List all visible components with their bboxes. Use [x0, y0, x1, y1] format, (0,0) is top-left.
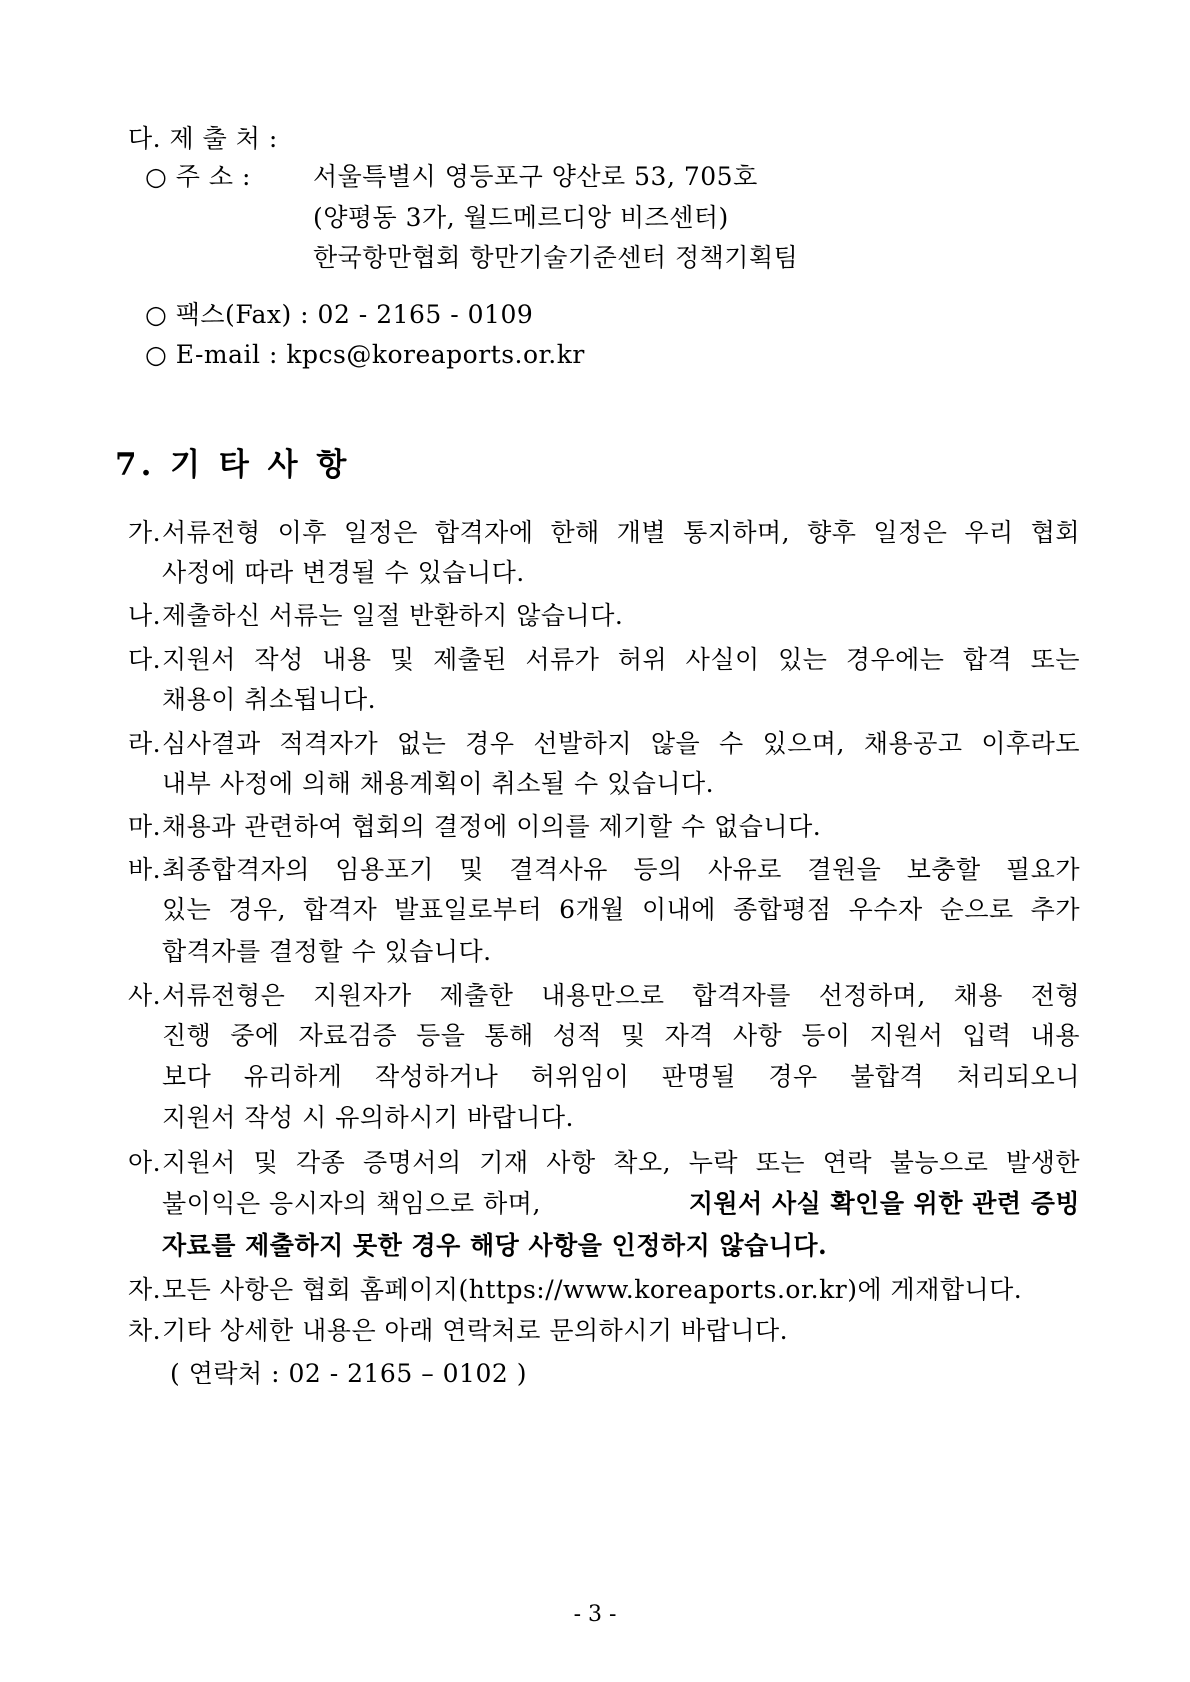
item-sa-marker: 사. — [128, 981, 162, 1010]
item-sa-line-4: 지원서 작성 시 유의하시기 바랍니다. — [162, 1103, 574, 1132]
item-ba-line-1: 최종합격자의 임용포기 및 결격사유 등의 사유로 결원을 보충할 필요가 — [162, 855, 1080, 884]
item-cha-line-1: 기타 상세한 내용은 아래 연락처로 문의하시기 바랍니다. — [162, 1316, 789, 1345]
item-a-line-2 — [162, 1187, 1080, 1221]
item-ra-marker: 라. — [128, 729, 162, 758]
fax-line: ○ 팩스(Fax) : 02 - 2165 - 0109 — [145, 300, 534, 329]
submission-heading: 다. 제 출 처 : — [128, 124, 278, 153]
item-ra-line-2: 내부 사정에 의해 채용계획이 취소될 수 있습니다. — [162, 769, 715, 798]
page-number: - 3 - — [573, 1602, 617, 1627]
section-title: 7. 기 타 사 항 — [115, 447, 351, 483]
item-ja-marker: 자. — [128, 1275, 162, 1304]
item-cha-marker: 차. — [128, 1316, 162, 1345]
contact-line: ( 연락처 : 02 - 2165 – 0102 ) — [170, 1359, 527, 1388]
item-a-line-2-normal: 불이익은 응시자의 책임으로 하며, — [162, 1189, 541, 1218]
item-ja-line-1: 모든 사항은 협회 홈페이지(https://www.koreaports.or.kr)에 게재합니다. — [162, 1275, 1023, 1304]
item-a-marker: 아. — [128, 1148, 162, 1177]
address-label: ○ 주 소 : — [145, 162, 251, 191]
item-da-marker: 다. — [128, 645, 162, 674]
item-da-line-2: 채용이 취소됩니다. — [162, 685, 377, 714]
item-ba-marker: 바. — [128, 855, 162, 884]
item-ra-line-1: 심사결과 적격자가 없는 경우 선발하지 않을 수 있으며, 채용공고 이후라도 — [162, 729, 1080, 758]
item-ga-line-1: 서류전형 이후 일정은 합격자에 한해 개별 통지하며, 향후 일정은 우리 협회 — [162, 518, 1080, 547]
item-ga-marker: 가. — [128, 518, 162, 547]
address-line-2: (양평동 3가, 월드메르디앙 비즈센터) — [313, 203, 729, 232]
item-ga-line-2: 사정에 따라 변경될 수 있습니다. — [162, 558, 525, 587]
item-sa-line-2: 진행 중에 자료검증 등을 통해 성적 및 자격 사항 등이 지원서 입력 내용 — [162, 1021, 1080, 1050]
item-ba-line-3: 합격자를 결정할 수 있습니다. — [162, 937, 492, 966]
item-a-line-2-bold: 지원서 사실 확인을 위한 관련 증빙 — [688, 1189, 1080, 1218]
item-na-line-1: 제출하신 서류는 일절 반환하지 않습니다. — [162, 601, 624, 630]
item-da-line-1: 지원서 작성 내용 및 제출된 서류가 허위 사실이 있는 경우에는 합격 또는 — [162, 645, 1080, 674]
item-sa-line-1: 서류전형은 지원자가 제출한 내용만으로 합격자를 선정하며, 채용 전형 — [162, 981, 1080, 1010]
item-na-marker: 나. — [128, 601, 162, 630]
item-sa-line-3: 보다 유리하게 작성하거나 허위임이 판명될 경우 불합격 처리되오니 — [162, 1062, 1080, 1091]
address-line-3: 한국항만협회 항만기술기준센터 정책기획팀 — [313, 243, 799, 272]
item-ba-line-2: 있는 경우, 합격자 발표일로부터 6개월 이내에 종합평점 우수자 순으로 추가 — [162, 895, 1080, 924]
item-ma-marker: 마. — [128, 812, 162, 841]
item-ma-line-1: 채용과 관련하여 협회의 결정에 이의를 제기할 수 없습니다. — [162, 812, 822, 841]
item-a-line-3: 자료를 제출하지 못한 경우 해당 사항을 인정하지 않습니다. — [162, 1231, 828, 1260]
email-line: ○ E-mail : kpcs@koreaports.or.kr — [145, 340, 585, 369]
item-a-line-1: 지원서 및 각종 증명서의 기재 사항 착오, 누락 또는 연락 불능으로 발생한 — [162, 1148, 1080, 1177]
address-line-1: 서울특별시 영등포구 양산로 53, 705호 — [313, 162, 758, 191]
